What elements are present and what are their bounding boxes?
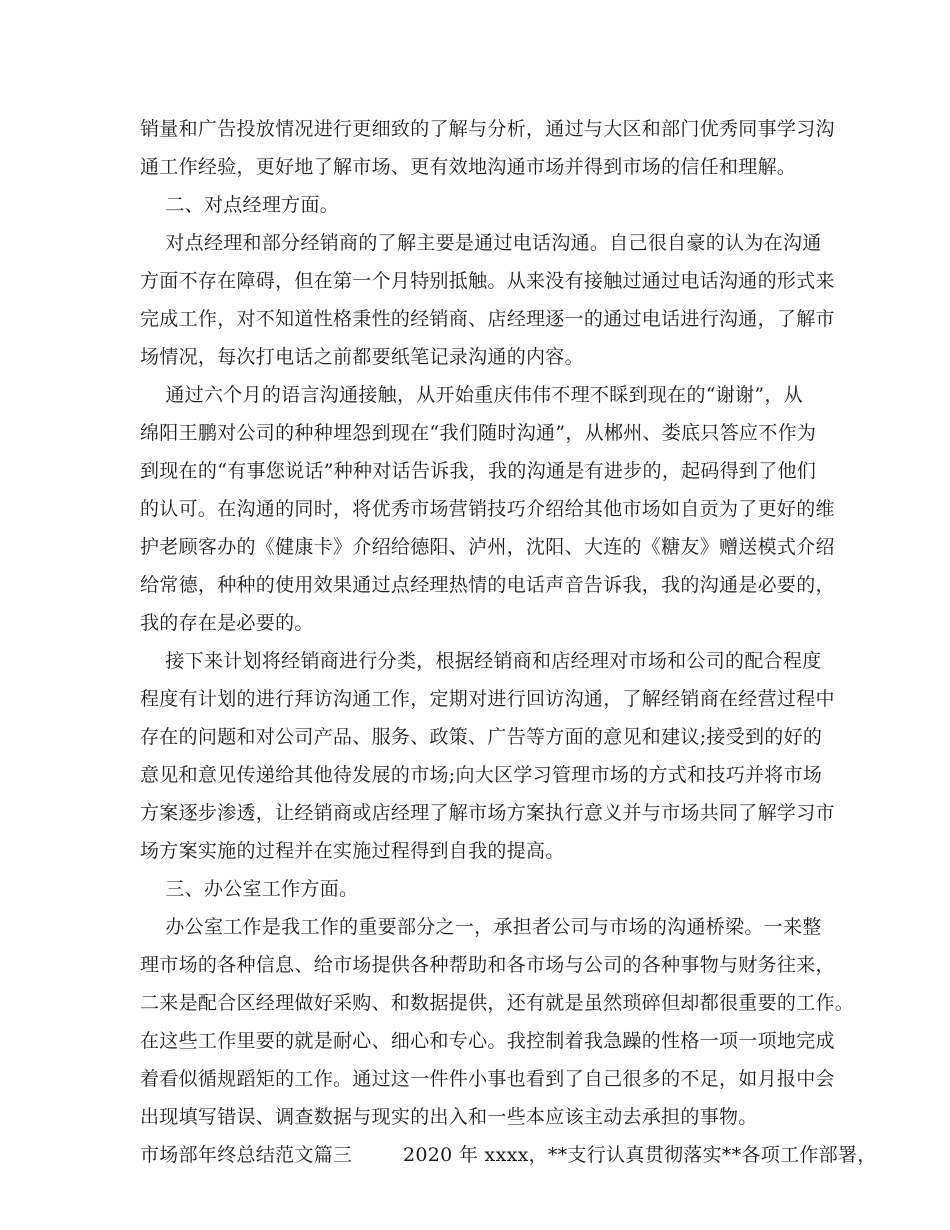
- text-line: 完成工作，对不知道性格秉性的经销商、店经理逐一的通过电话进行沟通，了解市: [140, 308, 835, 330]
- text-line: 方面不存在障碍，但在第一个月特别抵触。从来没有接触过通过电话沟通的形式来: [140, 270, 835, 292]
- text-line: 市场部年终总结范文篇三 2020 年 xxxx，**支行认真贯彻落实**各项工作部署，: [140, 1144, 877, 1166]
- text-line: 绵阳王鹏对公司的种种埋怨到现在“我们随时沟通”，从郴州、娄底只答应不作为: [140, 422, 817, 444]
- text-line: 出现填写错误、调查数据与现实的出入和一些本应该主动去承担的事物。: [140, 1106, 758, 1128]
- text-line: 办公室工作是我工作的重要部分之一，承担者公司与市场的沟通桥梁。一来整: [140, 916, 822, 938]
- text-line: 销量和广告投放情况进行更细致的了解与分析，通过与大区和部门优秀同事学习沟: [140, 118, 835, 140]
- text-line: 方案逐步渗透，让经销商或店经理了解市场方案执行意义并与市场共同了解学习市: [140, 802, 835, 824]
- text-line: 场方案实施的过程并在实施过程得到自我的提高。: [140, 840, 565, 862]
- text-line: 理市场的各种信息、给市场提供各种帮助和各市场与公司的各种事物与财务往来，: [140, 954, 835, 976]
- text-line: 着看似循规蹈矩的工作。通过这一件件小事也看到了自己很多的不足，如月报中会: [140, 1068, 835, 1090]
- text-line: 我的存在是必要的。: [140, 612, 314, 634]
- text-line: 对点经理和部分经销商的了解主要是通过电话沟通。自己很自豪的认为在沟通: [140, 232, 822, 254]
- text-line: 通工作经验，更好地了解市场、更有效地沟通市场并得到市场的信任和理解。: [140, 156, 797, 178]
- section-heading: 二、对点经理方面。: [140, 194, 340, 216]
- text-line: 到现在的“有事您说话”种种对话告诉我，我的沟通是有进步的，起码得到了他们: [140, 460, 817, 482]
- text-line: 场情况，每次打电话之前都要纸笔记录沟通的内容。: [140, 346, 584, 368]
- text-line: 在这些工作里要的就是耐心、细心和专心。我控制着我急躁的性格一项一项地完成: [140, 1030, 835, 1052]
- text-line: 二来是配合区经理做好采购、和数据提供，还有就是虽然琐碎但却都很重要的工作。: [140, 992, 855, 1014]
- text-line: 护老顾客办的《健康卡》介绍给德阳、泸州，沈阳、大连的《糖友》赠送模式介绍: [140, 536, 835, 558]
- text-line: 接下来计划将经销商进行分类，根据经销商和店经理对市场和公司的配合程度: [140, 650, 822, 672]
- section-heading: 三、办公室工作方面。: [140, 878, 359, 900]
- text-line: 的认可。在沟通的同时，将优秀市场营销技巧介绍给其他市场如自贡为了更好的维: [140, 498, 835, 520]
- text-line: 给常德，种种的使用效果通过点经理热情的电话声音告诉我，我的沟通是必要的，: [140, 574, 835, 596]
- text-line: 程度有计划的进行拜访沟通工作，定期对进行回访沟通，了解经销商在经营过程中: [140, 688, 835, 710]
- text-line: 通过六个月的语言沟通接触，从开始重庆伟伟不理不睬到现在的“谢谢”，从: [140, 384, 803, 406]
- text-line: 存在的问题和对公司产品、服务、政策、广告等方面的意见和建议;接受到的好的: [140, 726, 823, 748]
- text-line: 意见和意见传递给其他待发展的市场;向大区学习管理市场的方式和技巧并将市场: [140, 764, 823, 786]
